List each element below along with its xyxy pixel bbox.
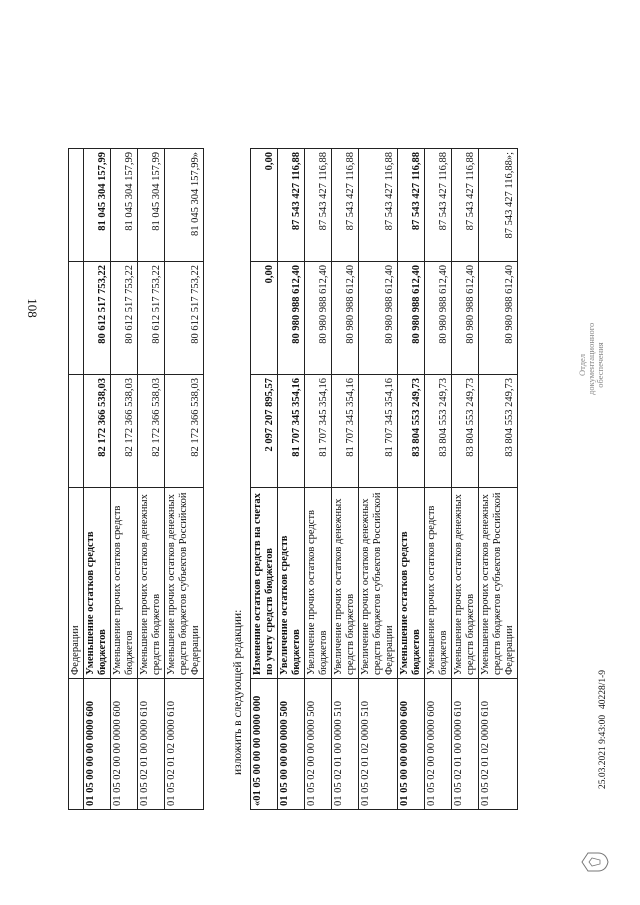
cell-value-2023 [69,149,84,262]
cell-value-2022: 80 980 988 612,40 [305,262,332,375]
table-row [359,149,398,810]
footer-date: 25.03.2021 9:43:00 [598,714,608,789]
cell-value-2022: 80 612 517 753,22 [111,262,138,375]
table-row [305,149,332,810]
table-row [69,149,84,810]
cell-value-2021: 81 707 345 354,16 [359,375,398,488]
cell-code: 01 05 02 00 00 0000 600 [111,679,138,810]
cell-value-2022: 80 612 517 753,22 [84,262,111,375]
cell-value-2023: 81 045 304 157,99 [138,149,165,262]
cell-code: 01 05 02 01 00 0000 610 [138,679,165,810]
cell-value-2021: 81 707 345 354,16 [305,375,332,488]
cell-code [69,679,84,810]
cell-name: Уменьшение прочих остатков денежных средств бюджетов субъектов Российской Федерации [479,488,518,679]
cell-name: Уменьшение прочих остатков денежных средств бюджетов [138,488,165,679]
cell-value-2021: 82 172 366 538,03 [138,375,165,488]
cell-value-2022: 0,00 [251,262,278,375]
cell-value-2021: 83 804 553 249,73 [452,375,479,488]
cell-code: 01 05 02 01 00 0000 510 [332,679,359,810]
cell-name: Увеличение прочих остатков средств бюджетов [305,488,332,679]
footer-doc-number: 40228/1-9 [598,669,608,709]
cell-value-2022: 80 980 988 612,40 [278,262,305,375]
cell-value-2022: 80 980 988 612,40 [359,262,398,375]
cell-value-2022: 80 612 517 753,22 [138,262,165,375]
cell-code: 01 05 02 01 02 0000 610 [479,679,518,810]
cell-value-2023: 87 543 427 116,88»; [479,149,518,262]
cell-code: «01 05 00 00 00 0000 000 [251,679,278,810]
cell-value-2021: 83 804 553 249,73 [425,375,452,488]
table-row [84,149,111,810]
cell-value-2022 [69,262,84,375]
cell-code: 01 05 02 00 00 0000 600 [425,679,452,810]
cell-value-2021 [69,375,84,488]
table-row [398,149,425,810]
cell-value-2023: 87 543 427 116,88 [278,149,305,262]
cell-value-2023: 81 045 304 157,99 [84,149,111,262]
budget-table-old-body [69,149,204,810]
cell-value-2021: 81 707 345 354,16 [278,375,305,488]
cell-value-2023: 87 543 427 116,88 [359,149,398,262]
table-row [165,149,204,810]
table-row [425,149,452,810]
table-row [332,149,359,810]
cell-value-2021: 83 804 553 249,73 [398,375,425,488]
cell-name: Уменьшение остатков средств бюджетов [398,488,425,679]
department-stamp: Отдел документационного обеспечения [577,322,605,395]
table-row [111,149,138,810]
cell-value-2021: 82 172 366 538,03 [84,375,111,488]
budget-table-new-body [251,149,518,810]
cell-value-2023: 87 543 427 116,88 [398,149,425,262]
cell-value-2021: 81 707 345 354,16 [332,375,359,488]
emblem-icon [580,849,610,875]
cell-value-2022: 80 980 988 612,40 [425,262,452,375]
cell-value-2022: 80 980 988 612,40 [398,262,425,375]
cell-value-2023: 81 045 304 157,99» [165,149,204,262]
cell-value-2023: 81 045 304 157,99 [111,149,138,262]
budget-table-old [68,148,204,810]
table-row [452,149,479,810]
page-number: 108 [25,298,40,318]
cell-name: Увеличение прочих остатков денежных средств бюджетов [332,488,359,679]
cell-code: 01 05 02 01 02 0000 610 [165,679,204,810]
cell-value-2023: 87 543 427 116,88 [332,149,359,262]
cell-name: Уменьшение прочих остатков денежных средств бюджетов субъектов Российской Федерации [165,488,204,679]
table-row [251,149,278,810]
cell-name: Уменьшение прочих остатков денежных средств бюджетов [452,488,479,679]
cell-value-2021: 82 172 366 538,03 [165,375,204,488]
cell-value-2022: 80 980 988 612,40 [332,262,359,375]
table-row [278,149,305,810]
cell-value-2022: 80 980 988 612,40 [479,262,518,375]
cell-name: Уменьшение остатков средств бюджетов [84,488,111,679]
cell-value-2022: 80 980 988 612,40 [452,262,479,375]
cell-name: Уменьшение прочих остатков средств бюджетов [425,488,452,679]
cell-name: Уменьшение прочих остатков средств бюджетов [111,488,138,679]
table-row [138,149,165,810]
cell-code: 01 05 02 01 00 0000 610 [452,679,479,810]
cell-code: 01 05 00 00 00 0000 600 [84,679,111,810]
cell-value-2021: 2 097 207 895,57 [251,375,278,488]
cell-value-2023: 87 543 427 116,88 [425,149,452,262]
cell-value-2021: 82 172 366 538,03 [111,375,138,488]
cell-code: 01 05 02 00 00 0000 500 [305,679,332,810]
intro-text: изложить в следующей редакции: [232,609,244,775]
cell-value-2023: 0,00 [251,149,278,262]
table-row [479,149,518,810]
cell-value-2021: 83 804 553 249,73 [479,375,518,488]
cell-code: 01 05 00 00 00 0000 500 [278,679,305,810]
cell-name: Увеличение остатков средств бюджетов [278,488,305,679]
budget-table-new [250,148,518,810]
cell-value-2022: 80 612 517 753,22 [165,262,204,375]
cell-code: 01 05 02 01 02 0000 510 [359,679,398,810]
cell-name: Увеличение прочих остатков денежных средств бюджетов субъектов Российской Федерации [359,488,398,679]
cell-name: Федерации [69,488,84,679]
cell-value-2023: 87 543 427 116,88 [305,149,332,262]
cell-value-2023: 87 543 427 116,88 [452,149,479,262]
cell-name: Изменение остатков средств на счетах по учету средств бюджетов [251,488,278,679]
cell-code: 01 05 00 00 00 0000 600 [398,679,425,810]
